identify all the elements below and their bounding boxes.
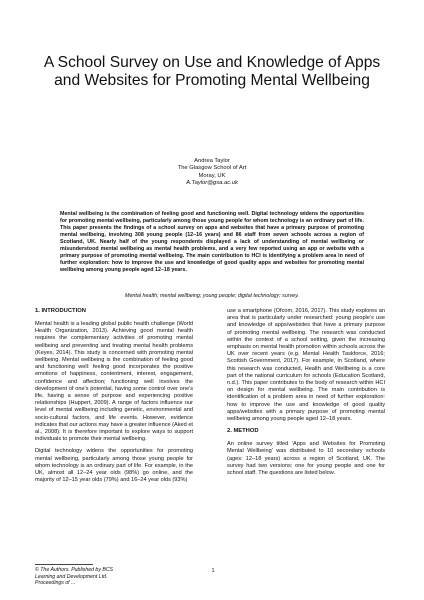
author-name: Andrea Taylor	[194, 158, 230, 164]
left-column	[35, 308, 193, 489]
footnote-line: © The Authors. Published by BCS	[35, 567, 114, 573]
section-heading-introduction: 1. INTRODUCTION	[35, 308, 86, 314]
author-email: A.Taylor@gsa.ac.uk	[186, 180, 238, 187]
copyright-footnote	[35, 567, 195, 587]
page-number: 1	[211, 568, 215, 574]
keywords: Mental health; mental wellbeing; young people; digital technology; survey.	[125, 293, 299, 299]
section-heading-method: 2. METHOD	[227, 428, 259, 435]
abstract: Mental wellbeing is the combination of feeling good and functioning well. Digital technology widens the opportunities for promoting mental wellbeing, particularly among those young people for whom technology is an ordinary part of life. This paper presents the findings of a school survey on apps and websites that have a primary purpose of promoting mental wellbeing, involving 308 young people (12–16 years) and 86 staff from seven schools across a region of Scotland, UK. Nearly half of the young respondents displayed a lack of understanding of mental wellbeing or misunderstood mental wellbeing as mental health problems, and a very few reported using an app or website with a primary purpose of promoting mental wellbeing. The main contribution to HCI is identifying a problem area in need of further exploration: how to improve the use and knowledge of good quality apps and websites for promoting mental wellbeing among young people aged 12–18 years.	[60, 211, 364, 273]
body-paragraph: An online survey titled 'Apps and Websites for Promoting Mental Wellbeing' was distributed to 10 secondary schools (ages: 12–18 years) across a region of Scotland, UK. The survey had two versions: one for young people and one for school staff. The questions are listed below.	[227, 441, 385, 477]
footnote-line: Learning and Development Ltd.	[35, 573, 108, 580]
footnote-line: Proceedings of ...	[35, 580, 76, 587]
footnote-divider	[35, 564, 93, 565]
author-location: Moray, UK	[198, 172, 226, 179]
paper-title: A School Survey on Use and Knowledge of Apps and Websites for Promoting Mental Wellbeing	[43, 54, 381, 89]
body-paragraph: Mental health is a leading global public health challenge (World Health Organization, 2013). Achieving good mental health requires the complementary activities of promoting mental wellbeing and preventing and treating mental health problems (Keyes, 2014). This study is concerned with promoting mental wellbeing. Mental wellbeing is the combination of feeling good and functioning well: feeling good incorporates the positive emotions of happiness, contentment, interest, engagement, confidence and affection; functioning well involves the development of one's potential, having some control over one's life, having a sense of purpose and experiencing positive relationships (Huppert, 2009). A range of factors influence our level of mental wellbeing including genetic, environmental and socio-cultural factors, and life events. However, evidence indicates that our actions may have a greater influence (Aked et al., 2008). It is therefore important to explore ways to support individuals to promote their mental wellbeing.	[35, 321, 193, 443]
right-column	[227, 308, 385, 482]
body-paragraph: Digital technology widens the opportunities for promoting mental wellbeing, particularly among those young people for whom technology is an ordinary part of life. For example, in the UK, almost all 12–24 year olds (98%) go online, and the majority of 12–15 year olds (79%) and 16–24 year olds (93%)	[35, 448, 193, 484]
body-paragraph: use a smartphone (Ofcom, 2016, 2017). This study explores an area that is particularly under researched: young people's use and knowledge of apps/websites that have a primary purpose of promoting mental wellbeing. The research was conducted within the context of a school setting, given the increasing emphasis on mental health promotion within schools across the UK over recent years (e.g. Mental Health Taskforce, 2016; Scottish Government, 2017). For example, in Scotland, where this research was conducted, Health and Wellbeing is a core part of the national curriculum for schools (Education Scotland, n.d.). This paper contributes to the body of research within HCI on design for mental wellbeing. The main contribution is identification of a problem area in need of further exploration: how to improve the use and knowledge of good quality apps/websites with a primary purpose of promoting mental wellbeing among young people aged 12–18 years.	[227, 308, 385, 423]
author-affiliation: The Glasgow School of Art	[177, 165, 247, 172]
author-block	[100, 158, 324, 188]
